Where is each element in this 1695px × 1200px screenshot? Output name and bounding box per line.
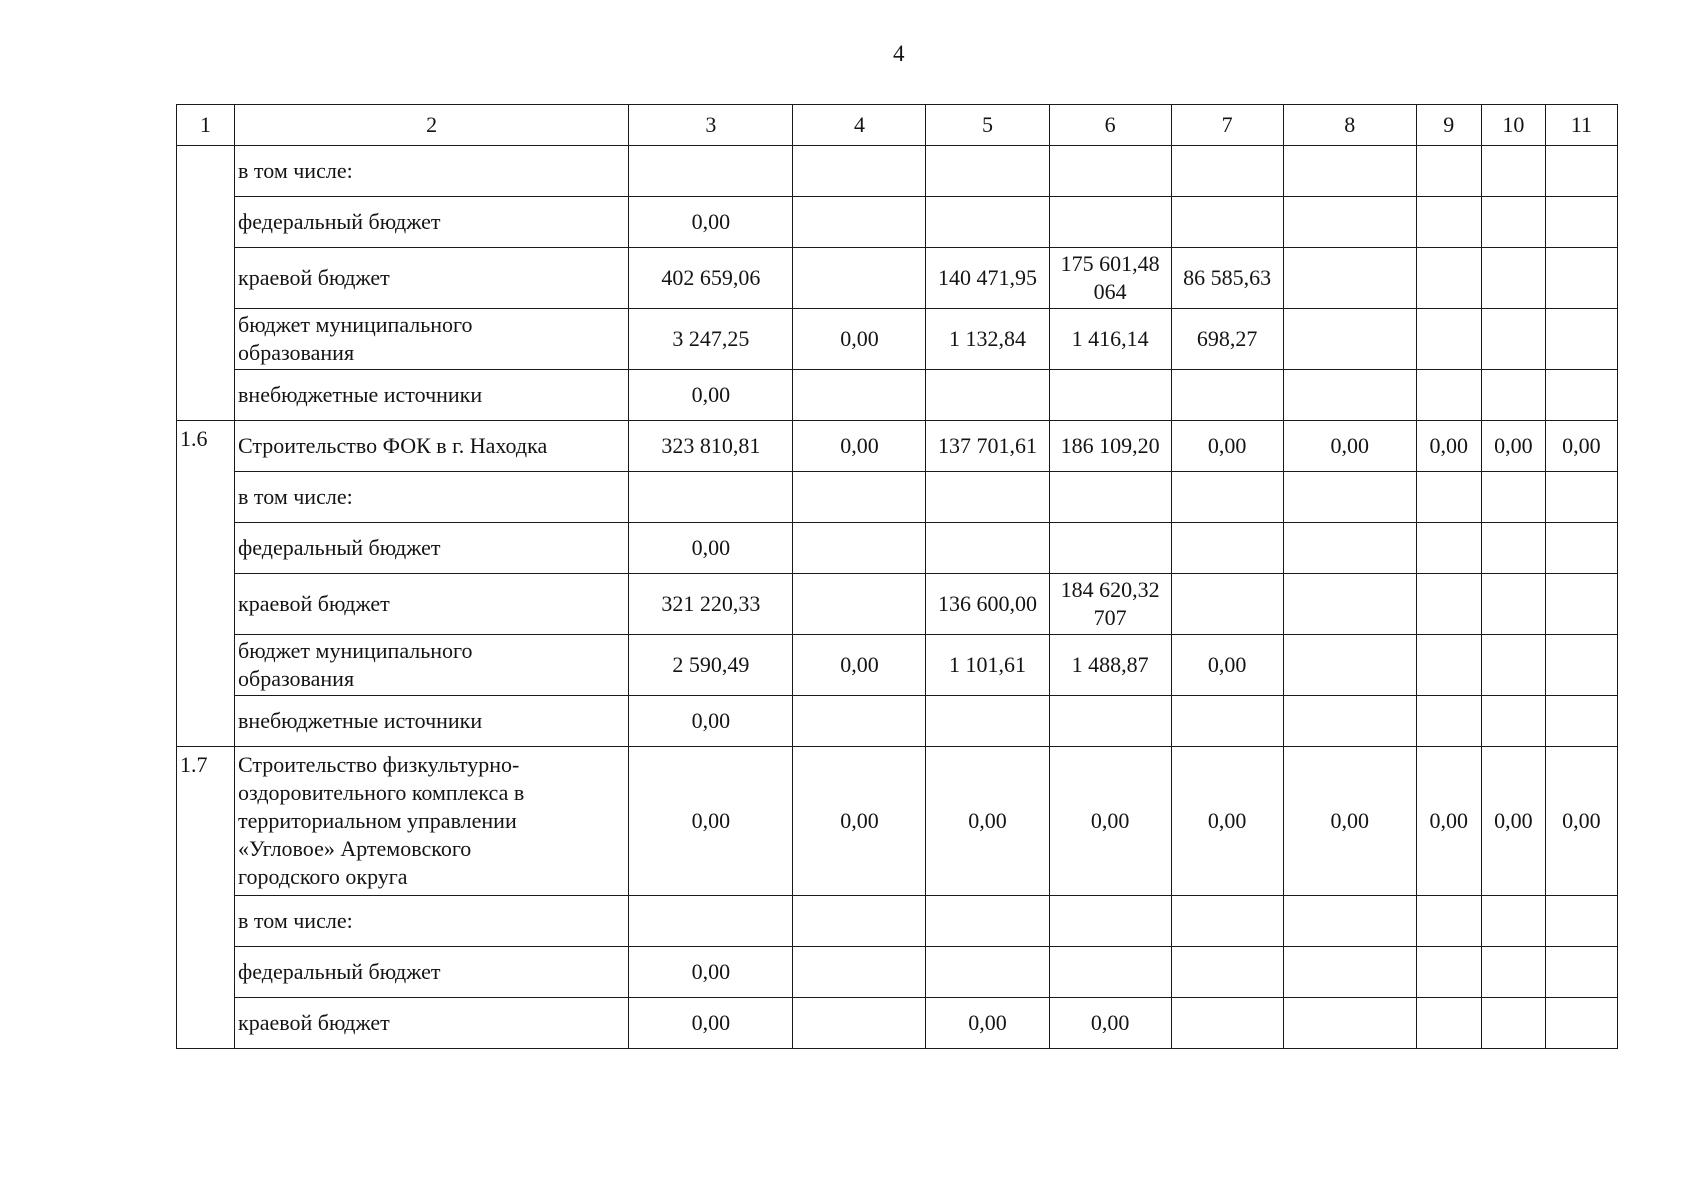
row-label-cell: в том числе: [235,472,629,523]
value-cell-col-4 [793,370,926,421]
header-row [177,105,1618,146]
value-cell-col-11 [1545,146,1617,197]
column-number-1: 1 [177,105,235,146]
value-cell-col-8: 0,00 [1283,421,1416,472]
table-row-main [177,747,1618,896]
value-cell-col-3: 0,00 [629,696,793,747]
value-cell-col-5: 1 132,84 [926,309,1049,370]
value-cell-col-9 [1416,696,1481,747]
value-cell-col-5 [926,472,1049,523]
value-cell-col-8 [1283,370,1416,421]
value-cell-col-3 [629,146,793,197]
value-cell-col-7: 0,00 [1171,421,1283,472]
value-cell-col-11: 0,00 [1545,421,1617,472]
value-cell-col-4 [793,197,926,248]
value-cell-col-10 [1481,248,1545,309]
value-cell-col-4 [793,696,926,747]
value-cell-col-7: 0,00 [1171,747,1283,896]
table-row [177,523,1618,574]
page-number: 4 [893,41,905,66]
value-cell-col-5: 0,00 [926,998,1049,1049]
value-cell-col-5 [926,896,1049,947]
value-cell-col-7 [1171,197,1283,248]
row-label-cell: Строительство физкультурно- оздоровительного комплекса в территориальном управлении «Угловое» Артемовского городского округа [235,747,629,896]
value-cell-col-6: 0,00 [1049,747,1171,896]
value-cell-col-7 [1171,896,1283,947]
value-cell-col-9 [1416,998,1481,1049]
value-cell-col-6 [1049,947,1171,998]
value-cell-col-5: 136 600,00 [926,574,1049,635]
value-cell-col-9 [1416,370,1481,421]
value-cell-col-10 [1481,523,1545,574]
value-cell-col-11 [1545,370,1617,421]
value-cell-col-6 [1049,472,1171,523]
value-cell-col-7 [1171,472,1283,523]
value-cell-col-11 [1545,574,1617,635]
value-cell-col-8 [1283,696,1416,747]
value-cell-col-5: 0,00 [926,747,1049,896]
row-label-cell: внебюджетные источники [235,370,629,421]
budget-table [176,104,1618,1049]
column-number-9: 9 [1416,105,1481,146]
value-cell-col-7 [1171,146,1283,197]
value-cell-col-3 [629,472,793,523]
table-row [177,635,1618,696]
value-cell-col-7 [1171,370,1283,421]
value-cell-col-6 [1049,370,1171,421]
value-cell-col-3: 0,00 [629,370,793,421]
row-number-cell: 1.6 [177,421,235,747]
row-label-cell: в том числе: [235,146,629,197]
value-cell-col-9 [1416,146,1481,197]
column-number-4: 4 [793,105,926,146]
value-cell-col-4 [793,947,926,998]
value-cell-col-10 [1481,309,1545,370]
value-cell-col-4 [793,146,926,197]
value-cell-col-11: 0,00 [1545,747,1617,896]
table-header [177,105,1618,146]
column-number-11: 11 [1545,105,1617,146]
table-row [177,574,1618,635]
table-row [177,896,1618,947]
value-cell-col-9 [1416,635,1481,696]
value-cell-col-8 [1283,197,1416,248]
value-cell-col-5 [926,947,1049,998]
value-cell-col-10 [1481,947,1545,998]
value-cell-col-8 [1283,896,1416,947]
value-cell-col-6 [1049,523,1171,574]
row-label-cell: бюджет муниципального образования [235,635,629,696]
value-cell-col-11 [1545,472,1617,523]
value-cell-col-3: 0,00 [629,523,793,574]
value-cell-col-4 [793,998,926,1049]
value-cell-col-5: 137 701,61 [926,421,1049,472]
column-number-2: 2 [235,105,629,146]
row-number-cell: 1.7 [177,747,235,1049]
value-cell-col-6: 184 620,32 707 [1049,574,1171,635]
value-cell-col-3: 0,00 [629,197,793,248]
value-cell-col-4 [793,523,926,574]
value-cell-col-7 [1171,696,1283,747]
value-cell-col-7: 86 585,63 [1171,248,1283,309]
value-cell-col-6: 186 109,20 [1049,421,1171,472]
value-cell-col-11 [1545,998,1617,1049]
value-cell-col-11 [1545,248,1617,309]
column-number-3: 3 [629,105,793,146]
value-cell-col-6 [1049,197,1171,248]
value-cell-col-4 [793,574,926,635]
table-row [177,197,1618,248]
row-label-cell: краевой бюджет [235,248,629,309]
value-cell-col-4: 0,00 [793,309,926,370]
table-row-main [177,146,1618,197]
value-cell-col-7 [1171,574,1283,635]
row-label-cell: Строительство ФОК в г. Находка [235,421,629,472]
value-cell-col-6 [1049,696,1171,747]
value-cell-col-10 [1481,197,1545,248]
value-cell-col-9: 0,00 [1416,747,1481,896]
value-cell-col-7 [1171,998,1283,1049]
row-label-cell: федеральный бюджет [235,197,629,248]
value-cell-col-8 [1283,947,1416,998]
value-cell-col-8 [1283,574,1416,635]
table-body [177,146,1618,1049]
value-cell-col-9: 0,00 [1416,421,1481,472]
value-cell-col-6 [1049,896,1171,947]
value-cell-col-3 [629,896,793,947]
value-cell-col-3: 321 220,33 [629,574,793,635]
value-cell-col-4 [793,896,926,947]
value-cell-col-8 [1283,472,1416,523]
value-cell-col-8 [1283,309,1416,370]
column-number-10: 10 [1481,105,1545,146]
value-cell-col-9 [1416,309,1481,370]
value-cell-col-9 [1416,947,1481,998]
value-cell-col-4: 0,00 [793,747,926,896]
value-cell-col-4: 0,00 [793,421,926,472]
value-cell-col-11 [1545,896,1617,947]
value-cell-col-8 [1283,146,1416,197]
table-row [177,309,1618,370]
value-cell-col-7 [1171,947,1283,998]
value-cell-col-8 [1283,523,1416,574]
table-row-main [177,421,1618,472]
value-cell-col-4: 0,00 [793,635,926,696]
row-label-cell: федеральный бюджет [235,523,629,574]
column-number-7: 7 [1171,105,1283,146]
row-number-cell [177,146,235,421]
value-cell-col-11 [1545,309,1617,370]
column-number-6: 6 [1049,105,1171,146]
value-cell-col-9 [1416,472,1481,523]
table-row [177,472,1618,523]
value-cell-col-10 [1481,146,1545,197]
value-cell-col-5 [926,370,1049,421]
value-cell-col-8: 0,00 [1283,747,1416,896]
value-cell-col-3: 402 659,06 [629,248,793,309]
value-cell-col-8 [1283,248,1416,309]
table-row [177,370,1618,421]
value-cell-col-6: 175 601,48 064 [1049,248,1171,309]
value-cell-col-7: 0,00 [1171,635,1283,696]
value-cell-col-5: 1 101,61 [926,635,1049,696]
table-row [177,248,1618,309]
value-cell-col-9 [1416,574,1481,635]
value-cell-col-3: 0,00 [629,747,793,896]
row-label-cell: внебюджетные источники [235,696,629,747]
table-row [177,947,1618,998]
value-cell-col-6: 0,00 [1049,998,1171,1049]
value-cell-col-11 [1545,696,1617,747]
value-cell-col-3: 3 247,25 [629,309,793,370]
value-cell-col-10 [1481,472,1545,523]
value-cell-col-8 [1283,998,1416,1049]
row-label-cell: в том числе: [235,896,629,947]
row-label-cell: федеральный бюджет [235,947,629,998]
value-cell-col-5 [926,197,1049,248]
value-cell-col-6: 1 488,87 [1049,635,1171,696]
value-cell-col-9 [1416,896,1481,947]
row-label-cell: краевой бюджет [235,574,629,635]
value-cell-col-6: 1 416,14 [1049,309,1171,370]
value-cell-col-10 [1481,896,1545,947]
value-cell-col-10 [1481,998,1545,1049]
value-cell-col-3: 0,00 [629,947,793,998]
table-row [177,998,1618,1049]
value-cell-col-11 [1545,947,1617,998]
value-cell-col-8 [1283,635,1416,696]
value-cell-col-5 [926,523,1049,574]
column-number-8: 8 [1283,105,1416,146]
value-cell-col-9 [1416,197,1481,248]
value-cell-col-6 [1049,146,1171,197]
value-cell-col-4 [793,248,926,309]
value-cell-col-11 [1545,523,1617,574]
value-cell-col-3: 0,00 [629,998,793,1049]
value-cell-col-10 [1481,370,1545,421]
value-cell-col-3: 323 810,81 [629,421,793,472]
value-cell-col-3: 2 590,49 [629,635,793,696]
value-cell-col-7 [1171,523,1283,574]
value-cell-col-11 [1545,635,1617,696]
value-cell-col-5 [926,146,1049,197]
column-number-5: 5 [926,105,1049,146]
value-cell-col-9 [1416,248,1481,309]
row-label-cell: краевой бюджет [235,998,629,1049]
value-cell-col-10: 0,00 [1481,747,1545,896]
row-label-cell: бюджет муниципального образования [235,309,629,370]
value-cell-col-7: 698,27 [1171,309,1283,370]
value-cell-col-11 [1545,197,1617,248]
value-cell-col-10 [1481,574,1545,635]
value-cell-col-10 [1481,696,1545,747]
value-cell-col-10: 0,00 [1481,421,1545,472]
value-cell-col-4 [793,472,926,523]
value-cell-col-9 [1416,523,1481,574]
value-cell-col-10 [1481,635,1545,696]
value-cell-col-5: 140 471,95 [926,248,1049,309]
value-cell-col-5 [926,696,1049,747]
table-row [177,696,1618,747]
